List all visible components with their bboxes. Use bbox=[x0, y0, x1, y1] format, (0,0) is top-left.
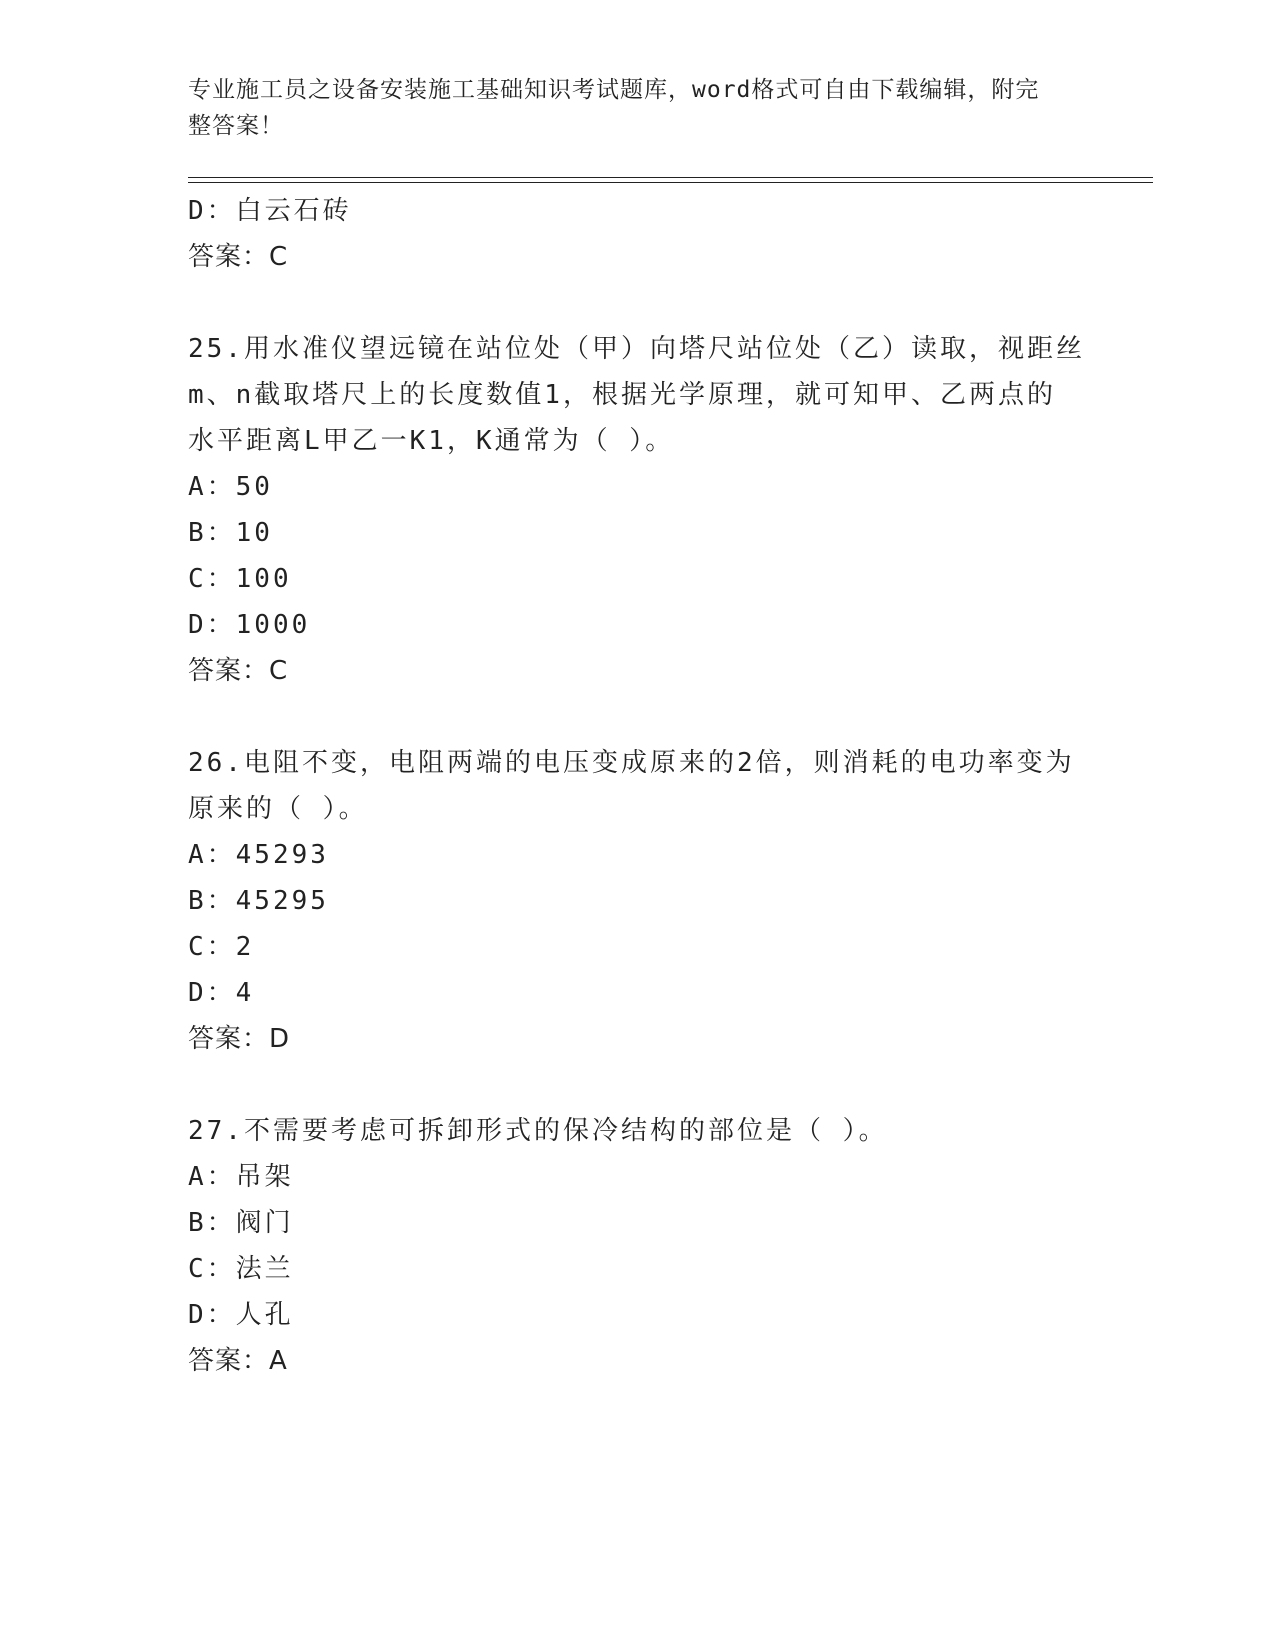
question-25 bbox=[188, 326, 1088, 694]
question-stem-line: 26.电阻不变，电阻两端的电压变成原来的2倍，则消耗的电功率变为 bbox=[188, 748, 1075, 778]
header-line-2: 整答案！ bbox=[188, 113, 284, 139]
question-stem-line: 27.不需要考虑可拆卸形式的保冷结构的部位是（ ）。 bbox=[188, 1116, 888, 1146]
option-a: A：45293 bbox=[188, 840, 329, 870]
option-b: B：45295 bbox=[188, 886, 329, 916]
option-d: D：4 bbox=[188, 978, 255, 1008]
header-rule-top bbox=[188, 177, 1153, 178]
option-b: B：阀门 bbox=[188, 1208, 294, 1238]
answer-line: 答案：C bbox=[188, 242, 289, 272]
spacer bbox=[188, 1062, 1088, 1108]
option-c: C：100 bbox=[188, 564, 292, 594]
option-c: C：2 bbox=[188, 932, 255, 962]
question-stem-line: 水平距离L甲乙一K1，K通常为（ ）。 bbox=[188, 426, 675, 456]
option-d: D：白云石砖 bbox=[188, 196, 352, 226]
question-stem-line: m、n截取塔尺上的长度数值1，根据光学原理，就可知甲、乙两点的 bbox=[188, 380, 1056, 410]
answer-line: 答案：D bbox=[188, 1024, 291, 1054]
option-d: D：1000 bbox=[188, 610, 311, 640]
option-a: A：50 bbox=[188, 472, 273, 502]
header-line-1: 专业施工员之设备安装施工基础知识考试题库，word格式可自由下载编辑，附完 bbox=[188, 77, 1040, 103]
question-stem-line: 25.用水准仪望远镜在站位处（甲）向塔尺站位处（乙）读取，视距丝 bbox=[188, 334, 1085, 364]
answer-line: 答案：C bbox=[188, 656, 289, 686]
option-d: D：人孔 bbox=[188, 1300, 294, 1330]
spacer bbox=[188, 280, 1088, 326]
spacer bbox=[188, 694, 1088, 740]
option-c: C：法兰 bbox=[188, 1254, 294, 1284]
document-header bbox=[188, 72, 1068, 144]
header-rule-bottom bbox=[188, 182, 1153, 183]
answer-line: 答案：A bbox=[188, 1346, 288, 1376]
question-27 bbox=[188, 1108, 1088, 1384]
document-body bbox=[188, 188, 1088, 1384]
option-b: B：10 bbox=[188, 518, 273, 548]
question-stem-line: 原来的（ ）。 bbox=[188, 794, 368, 824]
question-26 bbox=[188, 740, 1088, 1062]
option-a: A：吊架 bbox=[188, 1162, 294, 1192]
